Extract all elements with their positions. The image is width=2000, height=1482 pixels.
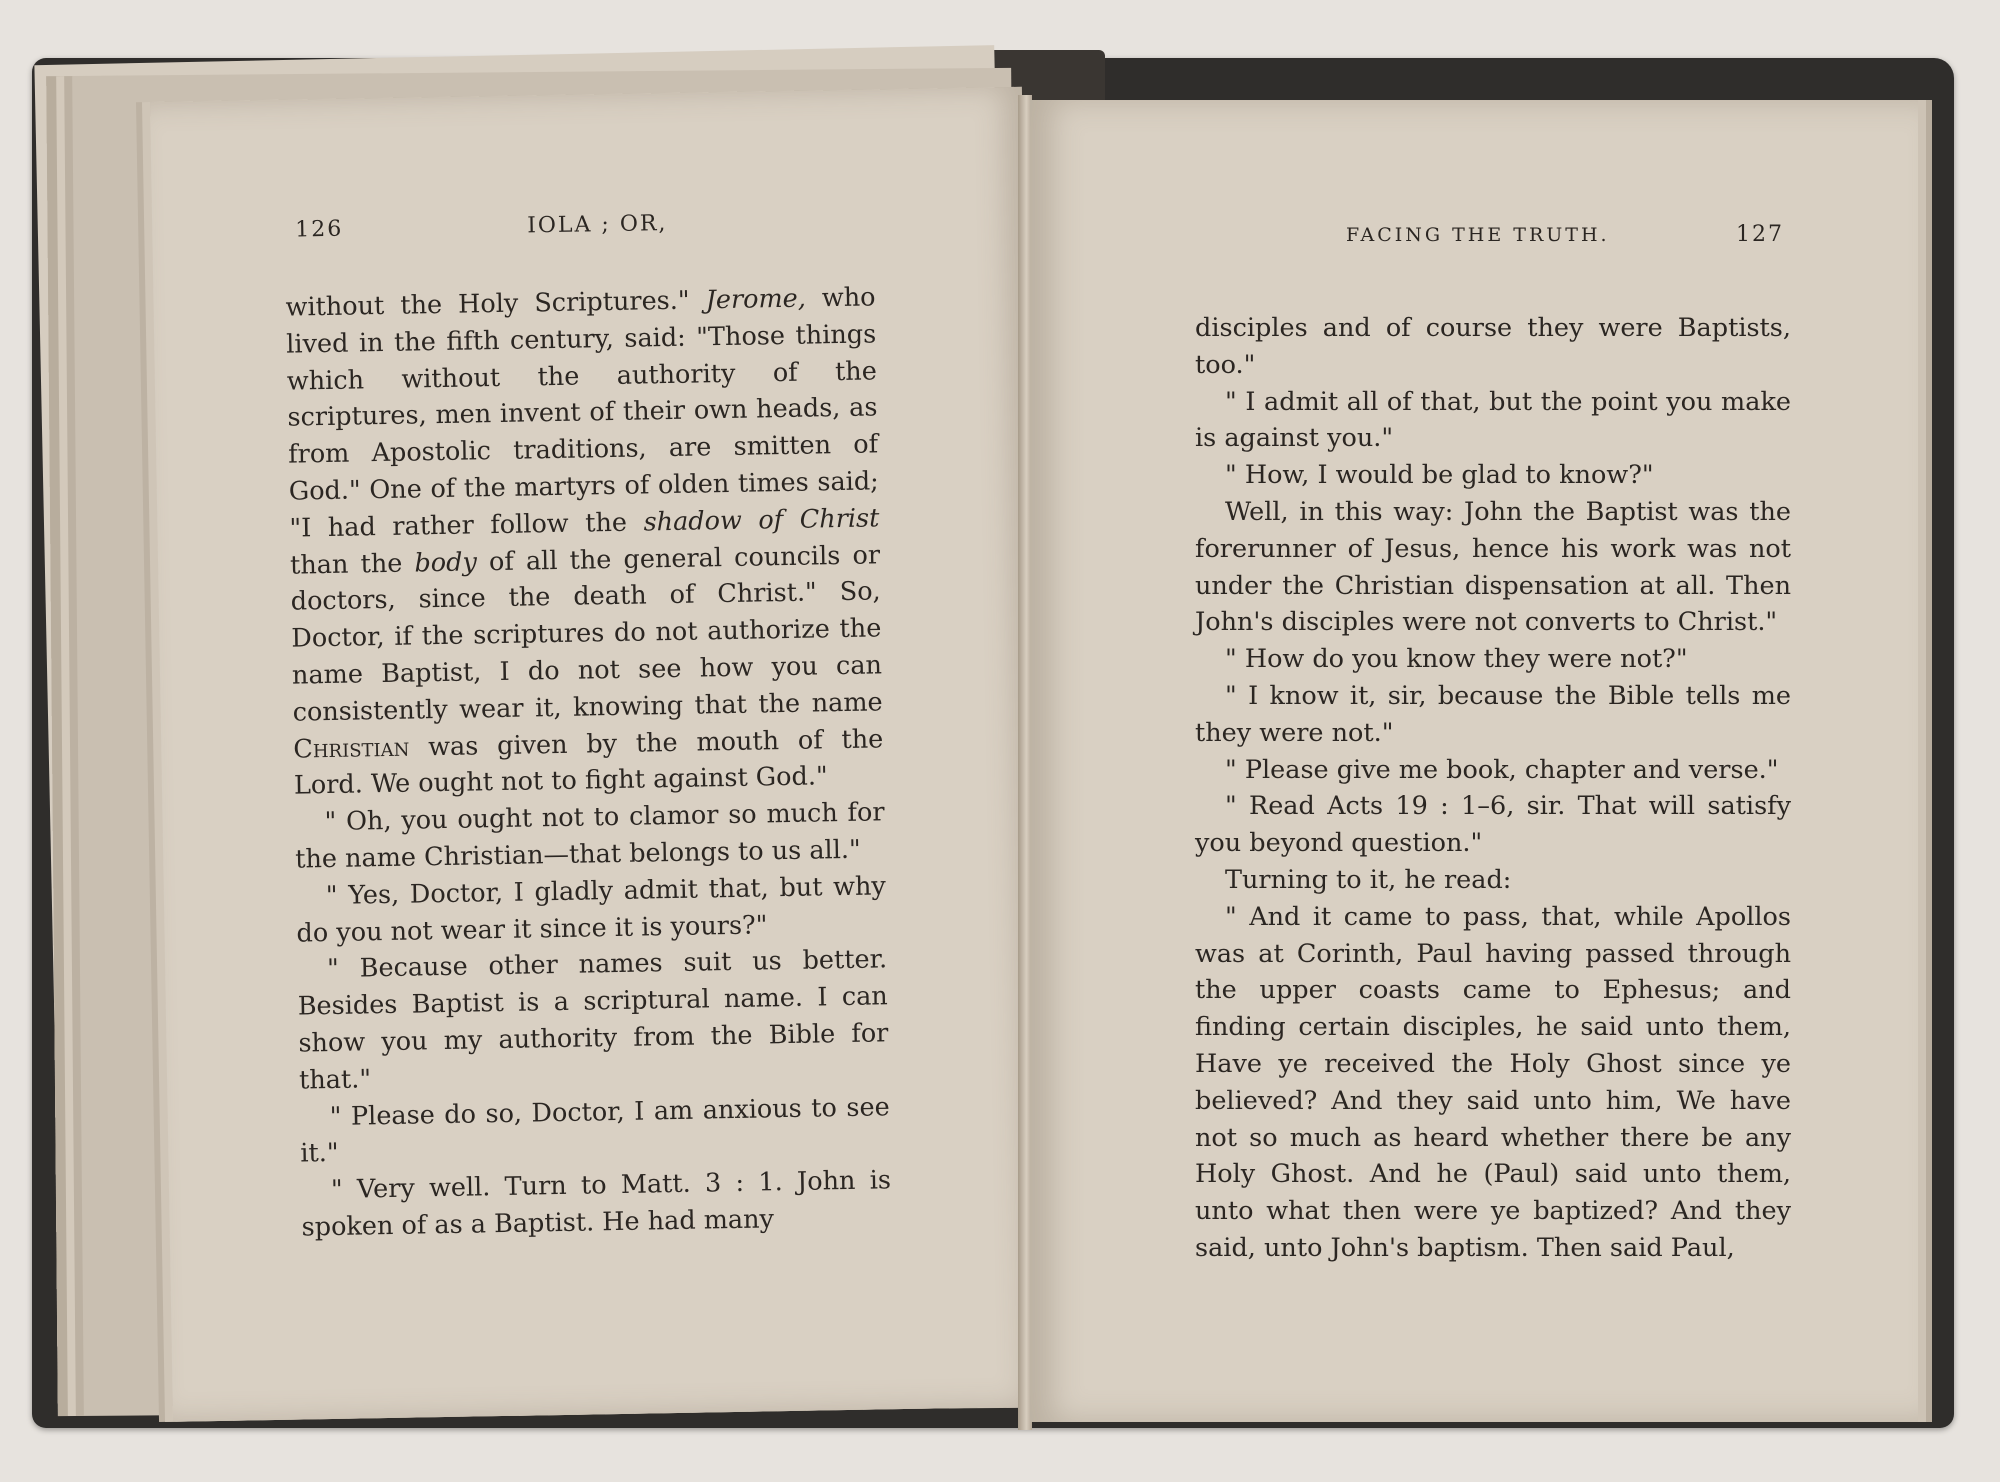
paragraph [294, 794, 885, 878]
paragraph [1195, 384, 1791, 458]
running-head-right: FACING THE TRUTH. [1346, 224, 1610, 246]
text-segment: was given by the mouth of the Lord. We ought not to fight against God." [293, 723, 884, 801]
paragraph [299, 1089, 890, 1173]
text-segment: shadow of Christ [643, 503, 880, 538]
text-segment: who lived in the fifth century, said: "Those things which without the authority of the scriptures, men invent of their own heads, as from Apostolic traditions, are smitten of God." One of the martyrs of olden times said; "I had rather follow the [285, 282, 879, 544]
right-page [1030, 100, 1918, 1422]
paragraph [1195, 310, 1791, 384]
text-segment: " Because other names suit us better. Besides Baptist is a scriptural name. I can show you my authority from the Bible for that." [297, 944, 889, 1096]
paragraph [1195, 862, 1791, 899]
text-segment: disciples and of course they were Baptists, too." [1195, 313, 1791, 380]
text-segment: Well, in this way: John the Baptist was the forerunner of Jesus, hence his work was not under the Christian dispensation at all. Then John's disciples were not converts to Christ." [1195, 496, 1791, 638]
running-head-left: IOLA ; OR, [527, 210, 668, 239]
text-segment: " And it came to pass, that, while Apollos was at Corinth, Paul having passed through the upper coasts came to Ephesus; and finding certain disciples, he said unto them, Have ye received the Holy Ghost since ye believed? And they said unto him, We have not so much as heard whether there be any Holy Ghost. And he (Paul) said unto them, unto what then were ye baptized? And they said, unto John's baptism. Then said Paul, [1195, 901, 1791, 1263]
right-page-body [1195, 310, 1791, 1267]
paragraph [1195, 788, 1791, 862]
left-page-body [285, 279, 892, 1246]
text-segment: body [414, 546, 478, 579]
paragraph [1195, 641, 1791, 678]
text-segment: " Please give me book, chapter and verse." [1225, 754, 1779, 785]
page-number-right: 127 [1736, 222, 1784, 247]
text-segment: Jerome, [705, 283, 807, 316]
text-segment: " I know it, sir, because the Bible tells me they were not." [1195, 680, 1791, 748]
left-page [150, 87, 1045, 1422]
text-segment: " Yes, Doctor, I gladly admit that, but why do you not wear it since it is yours?" [296, 871, 887, 949]
paragraph [296, 868, 887, 952]
text-segment: without the Holy Scriptures." [285, 285, 706, 323]
paragraph [1195, 494, 1791, 641]
paragraph [1195, 899, 1791, 1267]
text-segment: " How do you know they were not?" [1225, 644, 1688, 675]
text-segment: Christian [293, 732, 410, 765]
paragraph [1195, 752, 1791, 789]
text-segment: " Very well. Turn to Matt. 3 : 1. John is spoken of as a Baptist. He had many [301, 1165, 892, 1243]
text-segment: than the [289, 548, 415, 581]
text-segment: " Oh, you ought not to clamor so much for the name Christian—that belongs to us all." [294, 797, 885, 875]
text-segment: " Please do so, Doctor, I am anxious to see it." [300, 1091, 890, 1169]
paragraph [297, 942, 889, 1099]
paragraph [285, 279, 884, 804]
page-number-left: 126 [295, 216, 344, 243]
paragraph [1195, 457, 1791, 494]
text-segment: " Read Acts 19 : 1–6, sir. That will satisfy you beyond question." [1195, 791, 1791, 859]
text-segment: of all the general councils or doctors, since the death of Christ." So, Doctor, if the scriptures do not authorize the name Baptist, I do not see how you can consistently wear it, knowing that the name [290, 539, 883, 728]
paragraph [301, 1162, 892, 1246]
text-segment: " How, I would be glad to know?" [1225, 460, 1654, 491]
text-segment: Turning to it, he read: [1225, 864, 1512, 895]
paragraph [1195, 678, 1791, 752]
text-segment: " I admit all of that, but the point you make is against you." [1195, 386, 1791, 454]
